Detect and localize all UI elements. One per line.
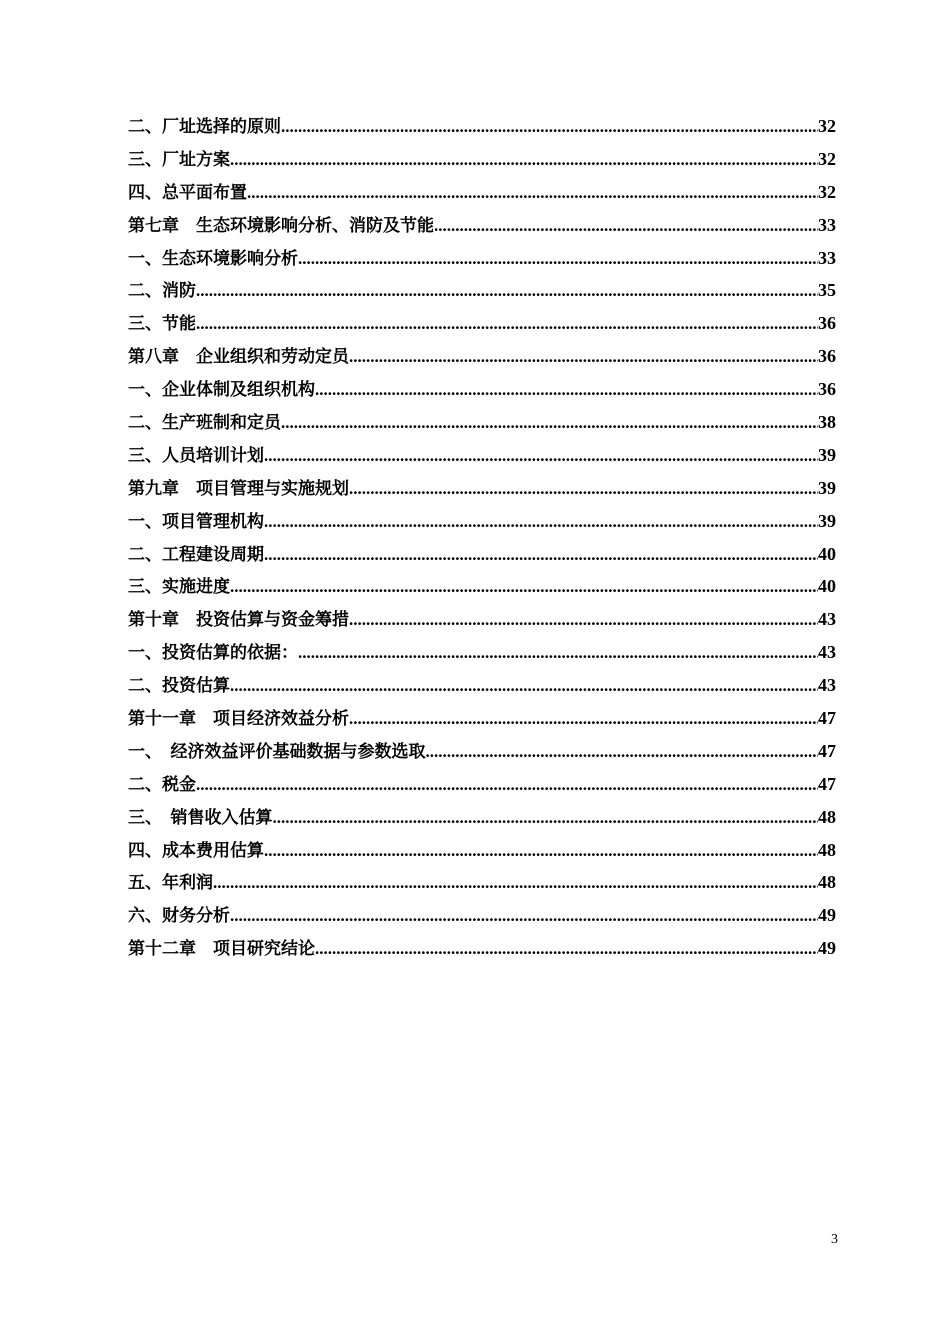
toc-entry-title: 三、人员培训计划 <box>128 445 264 466</box>
toc-entry-page: 47 <box>818 773 836 794</box>
toc-entry-title: 三、实施进度 <box>128 577 230 598</box>
toc-entry-title: 一、生态环境影响分析 <box>128 248 298 269</box>
toc-entry-page: 48 <box>818 872 836 893</box>
toc-entry[interactable] <box>128 866 836 899</box>
toc-dot-leader <box>281 111 818 143</box>
toc-dot-leader <box>349 473 818 505</box>
toc-entry[interactable] <box>128 307 836 340</box>
toc-entry[interactable] <box>128 505 836 538</box>
toc-entry-page: 47 <box>818 740 836 761</box>
toc-entry[interactable] <box>128 570 836 603</box>
toc-entry[interactable] <box>128 636 836 669</box>
toc-entry-title: 六、财务分析 <box>128 906 230 927</box>
toc-dot-leader <box>434 210 818 242</box>
toc-dot-leader <box>426 736 819 768</box>
toc-entry-page: 35 <box>818 280 836 301</box>
toc-entry[interactable] <box>128 373 836 406</box>
toc-entry-page: 39 <box>818 510 836 531</box>
toc-entry[interactable] <box>128 603 836 636</box>
toc-entry-title: 第七章 生态环境影响分析、消防及节能 <box>128 215 434 236</box>
toc-entry-page: 49 <box>818 938 836 959</box>
toc-entry-title: 五、年利润 <box>128 873 213 894</box>
toc-dot-leader <box>298 637 818 669</box>
toc-entry[interactable] <box>128 340 836 373</box>
toc-entry-page: 32 <box>818 116 836 136</box>
toc-entry-page: 36 <box>818 313 836 334</box>
toc-dot-leader <box>196 769 818 801</box>
toc-dot-leader <box>213 867 818 899</box>
toc-dot-leader <box>264 506 818 538</box>
toc-entry-page: 32 <box>818 181 836 202</box>
toc-entry-title: 第十章 投资估算与资金筹措 <box>128 610 349 631</box>
toc-entry-title: 三、厂址方案 <box>128 149 230 170</box>
toc-dot-leader <box>196 308 818 340</box>
toc-entry[interactable] <box>128 143 836 176</box>
toc-dot-leader <box>273 802 819 834</box>
toc-dot-leader <box>230 670 818 702</box>
toc-entry-title: 二、生产班制和定员 <box>128 413 281 434</box>
toc-entry[interactable] <box>128 801 836 834</box>
toc-entry-title: 第八章 企业组织和劳动定员 <box>128 347 349 368</box>
toc-entry-title: 二、税金 <box>128 774 196 795</box>
toc-entry[interactable] <box>128 274 836 307</box>
toc-entry-title: 三、节能 <box>128 314 196 335</box>
toc-entry[interactable] <box>128 735 836 768</box>
toc-dot-leader <box>349 703 818 735</box>
toc-entry-title: 二、工程建设周期 <box>128 544 264 565</box>
toc-entry[interactable] <box>128 472 836 505</box>
toc-entry-page: 32 <box>818 148 836 169</box>
toc-entry-title: 三、 销售收入估算 <box>128 807 273 828</box>
toc-entry[interactable] <box>128 932 836 965</box>
toc-dot-leader <box>264 835 818 867</box>
toc-entry-page: 43 <box>818 675 836 696</box>
toc-entry-title: 一、企业体制及组织机构 <box>128 380 315 401</box>
toc-entry-page: 38 <box>818 412 836 433</box>
toc-entry-page: 43 <box>818 609 836 630</box>
toc-entry-page: 36 <box>818 346 836 367</box>
page-number: 3 <box>831 1232 838 1247</box>
toc-dot-leader <box>247 177 818 209</box>
toc-entry-page: 47 <box>818 708 836 729</box>
toc-entry[interactable] <box>128 110 836 143</box>
toc-entry-title: 二、厂址选择的原则 <box>128 117 281 137</box>
toc-entry[interactable] <box>128 702 836 735</box>
toc-entry[interactable] <box>128 834 836 867</box>
toc-entry-title: 一、 经济效益评价基础数据与参数选取 <box>128 741 426 762</box>
toc-dot-leader <box>298 243 818 275</box>
toc-dot-leader <box>230 571 818 603</box>
toc-dot-leader <box>349 341 818 373</box>
toc-entry-title: 四、总平面布置 <box>128 182 247 203</box>
toc-entry-page: 48 <box>818 839 836 860</box>
toc-entry-title: 一、投资估算的依据： <box>128 643 298 664</box>
toc-entry[interactable] <box>128 242 836 275</box>
toc-entry-page: 39 <box>818 444 836 465</box>
toc-entry-page: 43 <box>818 642 836 663</box>
toc-entry-title: 第九章 项目管理与实施规划 <box>128 478 349 499</box>
toc-dot-leader <box>196 275 818 307</box>
toc-entry[interactable] <box>128 176 836 209</box>
toc-entry-page: 40 <box>818 576 836 597</box>
toc-dot-leader <box>315 374 818 406</box>
toc-entry[interactable] <box>128 899 836 932</box>
toc-entry-page: 33 <box>818 247 836 268</box>
toc-entry[interactable] <box>128 538 836 571</box>
toc-dot-leader <box>230 144 818 176</box>
toc-entry-page: 49 <box>818 905 836 926</box>
toc-dot-leader <box>230 900 818 932</box>
toc-entry-page: 39 <box>818 477 836 498</box>
toc-dot-leader <box>349 604 818 636</box>
toc-entry-page: 48 <box>818 806 836 827</box>
toc-dot-leader <box>315 933 818 965</box>
toc-dot-leader <box>281 407 818 439</box>
toc-entry-title: 四、成本费用估算 <box>128 840 264 861</box>
toc-entry-title: 一、项目管理机构 <box>128 511 264 532</box>
toc-entry-title: 第十一章 项目经济效益分析 <box>128 709 349 730</box>
toc-entry-title: 二、投资估算 <box>128 676 230 697</box>
toc-entry[interactable] <box>128 406 836 439</box>
toc-entry[interactable] <box>128 669 836 702</box>
table-of-contents <box>128 110 836 965</box>
toc-entry[interactable] <box>128 439 836 472</box>
toc-entry-title: 第十二章 项目研究结论 <box>128 939 315 960</box>
toc-entry-page: 40 <box>818 543 836 564</box>
toc-dot-leader <box>264 440 818 472</box>
toc-entry-page: 36 <box>818 379 836 400</box>
toc-dot-leader <box>264 539 818 571</box>
toc-entry[interactable] <box>128 209 836 242</box>
toc-entry[interactable] <box>128 768 836 801</box>
toc-entry-page: 33 <box>818 214 836 235</box>
toc-entry-title: 二、消防 <box>128 281 196 302</box>
